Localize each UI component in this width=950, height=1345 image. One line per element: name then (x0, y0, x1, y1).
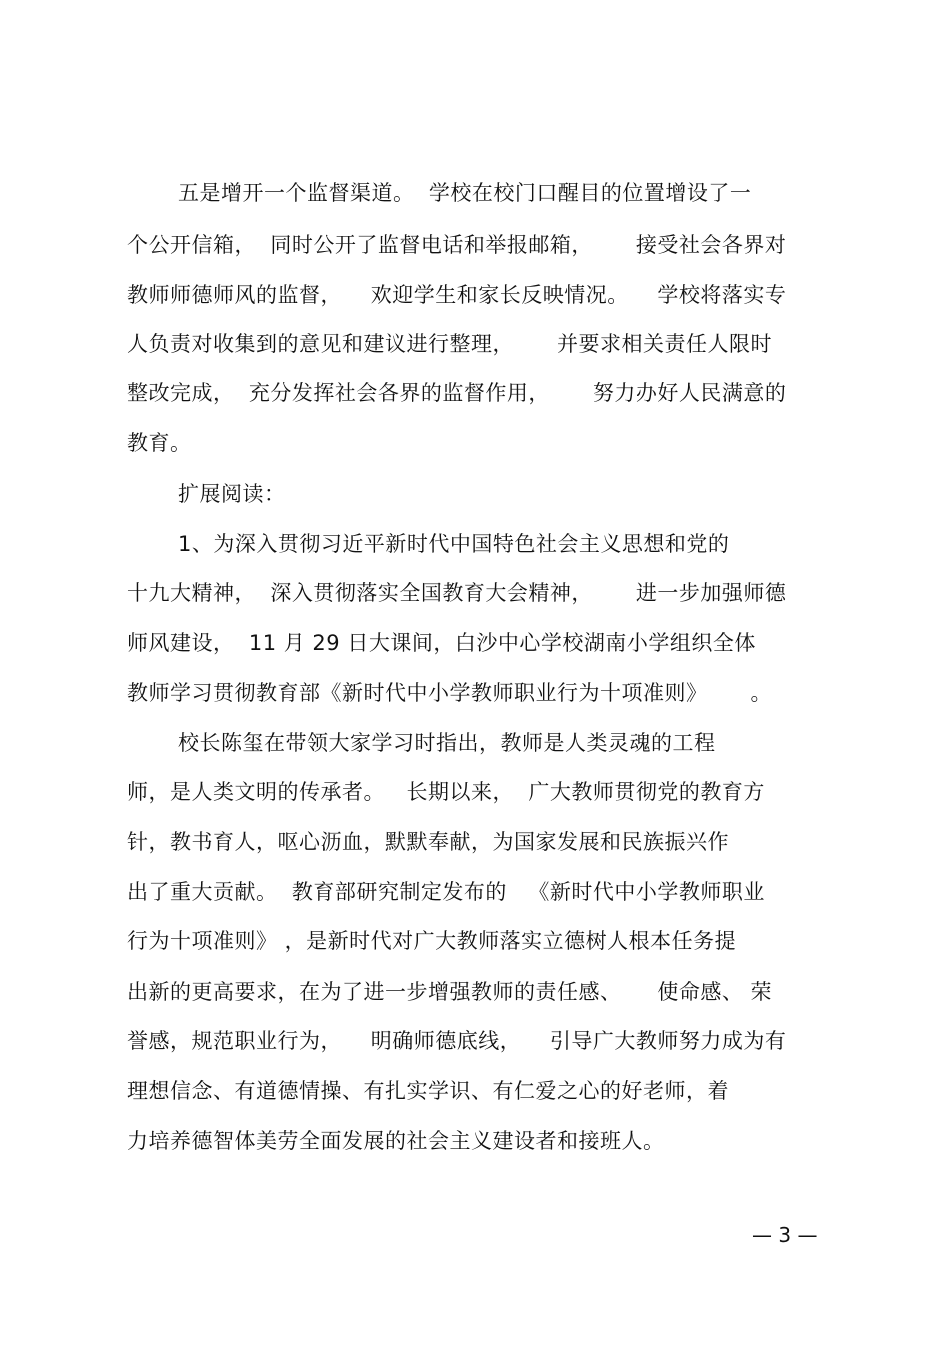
paragraph-line: 师风建设， 11 月 29 日大课间，白沙中心学校湖南小学组织全体 (127, 631, 756, 655)
paragraph-line: 人负责对收集到的意见和建议进行整理， 并要求相关责任人限时 (127, 332, 773, 356)
paragraph-line: 出了重大贡献。 教育部研究制定发布的 《新时代中小学教师职业 (127, 880, 765, 904)
paragraph-line: 针，教书育人，呕心沥血，默默奉献，为国家发展和民族振兴作 (127, 830, 729, 854)
paragraph-line: 五是增开一个监督渠道。 学校在校门口醒目的位置增设了一 (178, 181, 752, 205)
paragraph-line: 校长陈玺在带领大家学习时指出，教师是人类灵魂的工程 (178, 731, 716, 755)
section-heading: 扩展阅读： (178, 482, 286, 506)
paragraph-line: 个公开信箱， 同时公开了监督电话和举报邮箱， 接受社会各界对 (127, 233, 787, 257)
paragraph-line: 行为十项准则》 ，是新时代对广大教师落实立德树人根本任务提 (127, 929, 737, 953)
paragraph-line: 教师学习贯彻教育部《新时代中小学教师职业行为十项准则》 。 (127, 681, 773, 705)
paragraph-line: 师，是人类文明的传承者。 长期以来， 广大教师贯彻党的教育方 (127, 780, 765, 804)
paragraph-line: 出新的更高要求，在为了进一步增强教师的责任感、 使命感、 荣 (127, 980, 773, 1004)
paragraph-line: 教师师德师风的监督， 欢迎学生和家长反映情况。 学校将落实专 (127, 283, 787, 307)
paragraph-line: 誉感，规范职业行为， 明确师德底线， 引导广大教师努力成为有 (127, 1029, 787, 1053)
page-number: — 3 — (752, 1223, 818, 1247)
paragraph-line: 1、为深入贯彻习近平新时代中国特色社会主义思想和党的 (178, 532, 730, 556)
paragraph-line: 整改完成， 充分发挥社会各界的监督作用， 努力办好人民满意的 (127, 381, 787, 405)
paragraph-line: 教育。 (127, 431, 192, 455)
paragraph-line: 十九大精神， 深入贯彻落实全国教育大会精神， 进一步加强师德 (127, 581, 787, 605)
paragraph-line: 力培养德智体美劳全面发展的社会主义建设者和接班人。 (127, 1129, 665, 1153)
paragraph-line: 理想信念、有道德情操、有扎实学识、有仁爱之心的好老师，着 (127, 1079, 729, 1103)
